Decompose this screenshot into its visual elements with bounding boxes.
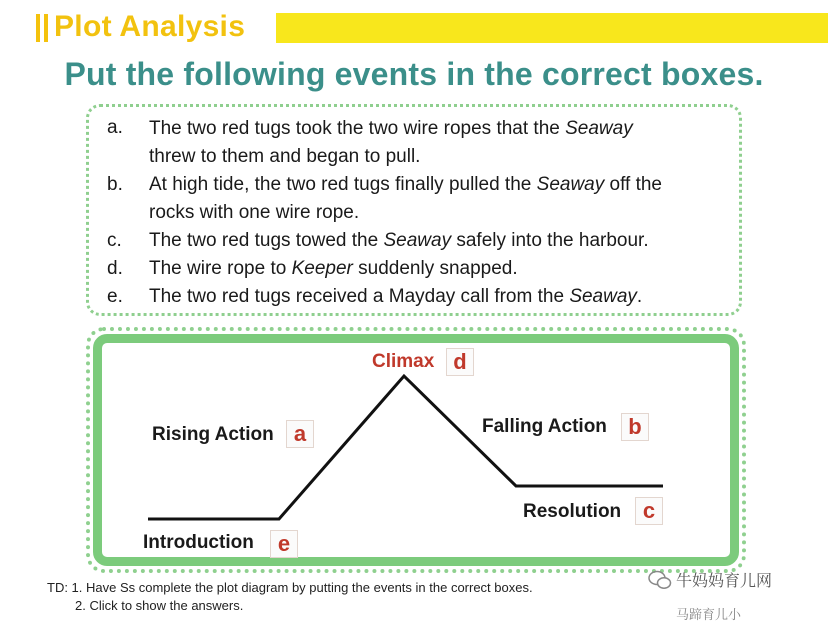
rising-action-label: Rising Action [152, 424, 274, 445]
event-letter-e: e. [107, 286, 123, 307]
introduction-answer-box[interactable]: e [270, 530, 298, 558]
watermark-text-secondary: 马蹄育儿小 [676, 607, 742, 622]
resolution-label: Resolution [523, 501, 622, 522]
event-letter-c: c. [107, 230, 122, 251]
rising-action-answer-box[interactable]: a [286, 420, 314, 448]
slide-title: Plot Analysis [54, 10, 246, 43]
event-e: The two red tugs received a Mayday call from the Seaway. [149, 286, 643, 307]
event-letter-d: d. [107, 258, 123, 279]
climax-label: Climax [372, 351, 435, 372]
event-letter-a: a. [107, 117, 123, 138]
wechat-icon [648, 570, 672, 590]
event-c: The two red tugs towed the Seaway safely into the harbour. [149, 230, 649, 251]
event-a: The two red tugs took the two wire ropes that the Seaway threw to them and began to pull. [149, 118, 633, 167]
falling-action-label: Falling Action [482, 416, 607, 437]
instruction-heading: Put the following events in the correct boxes. [64, 56, 764, 92]
falling-action-answer-box[interactable]: b [621, 413, 649, 441]
event-b: At high tide, the two red tugs finally pulled the Seaway off the rocks with one wire rope. [149, 174, 663, 223]
watermark-text: 牛妈妈育儿网 [676, 573, 773, 590]
resolution-answer-box[interactable]: c [635, 497, 663, 525]
climax-answer-box[interactable]: d [446, 348, 474, 376]
event-letter-b: b. [107, 174, 123, 195]
introduction-label: Introduction [143, 532, 254, 553]
event-d: The wire rope to Keeper suddenly snapped. [149, 258, 518, 279]
teacher-note-1: TD: 1. Have Ss complete the plot diagram by putting the events in the correct boxes. [47, 580, 533, 595]
teacher-note-2: 2. Click to show the answers. [75, 598, 244, 613]
